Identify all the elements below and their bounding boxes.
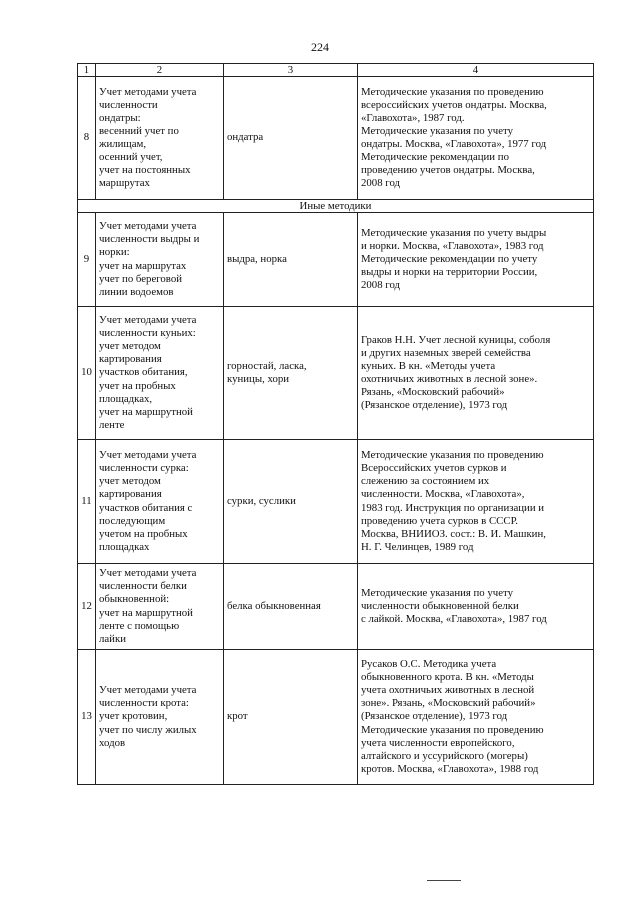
row-number: 13 [78,650,96,785]
cell-line: всероссийских учетов ондатры. Москва, [361,98,547,111]
row-number: 8 [78,77,96,200]
species-cell [224,77,358,200]
cell-line: ленте с помощью [99,619,180,632]
cell-line: Методические рекомендации по учету [361,252,538,265]
table-row [78,77,594,200]
method-cell [96,440,224,564]
species-cell [224,564,358,650]
cell-line: (Рязанское отделение), 1973 год [361,399,508,412]
row-number: 11 [78,440,96,564]
cell-line: куницы, хори [227,373,290,385]
cell-line: учета численности европейского, [361,736,515,749]
cell-line: учет на пробных [99,379,176,392]
section-title: Иные методики [78,200,594,213]
cell-line: численности белки [99,580,187,593]
cell-line: учет по числу жилых [99,723,197,736]
cell-line: учет методом [99,475,161,488]
cell-line: Методические рекомендации по [361,151,509,164]
cell-line: участков обитания с [99,501,193,514]
cell-line: ондатры: [99,111,141,124]
cell-line: последующим [99,514,166,527]
cell-line: норки: [99,246,130,259]
cell-line: ходов [99,736,126,749]
cell-line: учета охотничьих животных в лесной [361,684,535,697]
cell-line: Учет методами учета [99,567,197,580]
cell-line: Н. Г. Челинцев, 1989 год [361,540,474,553]
method-cell [96,564,224,650]
cell-line: учет на маршрутной [99,405,193,418]
cell-line: Методические указания по проведению [361,723,544,736]
cell-line: и норки. Москва, «Главохота», 1983 год [361,239,544,252]
cell-line: линии водоемов [99,285,174,298]
docs-cell [358,440,594,564]
cell-line: картирования [99,488,162,501]
cell-line: (Рязанское отделение), 1973 год [361,710,508,723]
cell-line: слежению за состоянием их [361,475,490,488]
cell-line: Методические указания по учету [361,124,514,137]
cell-line: численности выдры и [99,233,200,246]
cell-line: Учет методами учета [99,220,197,233]
cell-line: сурки, суслики [227,494,296,507]
cell-line: зоне». Рязань, «Московский рабочий» [361,697,536,710]
cell-line: осенний учет, [99,151,163,164]
row-number: 9 [78,213,96,307]
cell-line: белка обыкновенная [227,599,321,612]
cell-line: выдра, норка [227,252,287,265]
cell-line: 2008 год [361,279,401,292]
docs-cell [358,213,594,307]
cell-line: численности. Москва, «Главохота», [361,488,525,501]
cell-line: куньих. В кн. «Методы учета [361,359,496,372]
cell-line: Методические указания по проведению [361,449,544,462]
section-row [78,200,594,213]
method-cell [96,77,224,200]
docs-cell [358,650,594,785]
cell-line: учет методом [99,340,161,353]
cell-line: ондатра [227,131,264,144]
method-cell [96,213,224,307]
header-cell: 2 [96,64,224,77]
method-cell [96,650,224,785]
docs-cell [358,564,594,650]
methods-table [77,63,594,785]
cell-line: Всероссийских учетов сурков и [361,462,507,475]
docs-cell [358,77,594,200]
cell-line: алтайского и уссурийского (могеры) [361,749,528,762]
cell-line: ленте [99,418,125,431]
cell-line: обыкновенной: [99,593,170,606]
cell-line: Учет методами учета [99,449,197,462]
header-cell: 3 [224,64,358,77]
cell-line: Учет методами учета [99,314,197,327]
cell-line: участков обитания, [99,366,188,379]
cell-line: выдры и норки на территории России, [361,266,538,279]
cell-line: 2008 год [361,177,401,190]
cell-line: жилищам, [99,138,147,150]
cell-line: с лайкой. Москва, «Главохота», 1987 год [361,613,547,626]
cell-line: учет на маршрутах [99,259,187,272]
cell-line: Москва, ВНИИОЗ. сост.: В. И. Машкин, [361,527,546,540]
table-row [78,564,594,650]
cell-line: учет на маршрутной [99,606,193,619]
cell-line: Учет методами учета [99,85,197,98]
cell-line: учет по береговой [99,272,183,285]
table-row [78,650,594,785]
cell-line: Рязань, «Московский рабочий» [361,386,505,399]
cell-line: учет кротовин, [99,710,168,723]
cell-line: Методические указания по учету выдры [361,226,547,239]
cell-line: Методические указания по учету [361,586,514,599]
cell-line: численности [99,98,158,111]
header-cell: 1 [78,64,96,77]
cell-line: учет на постоянных [99,164,191,177]
cell-line: Граков Н.Н. Учет лесной куницы, соболя [361,333,551,346]
cell-line: 1983 год. Инструкция по организации и [361,501,545,514]
method-cell [96,307,224,440]
cell-line: картирования [99,353,162,366]
table-row [78,440,594,564]
species-cell [224,307,358,440]
cell-line: учетом на пробных [99,527,188,540]
docs-cell [358,307,594,440]
cell-line: площадках [99,540,150,553]
cell-line: площадках, [99,392,153,405]
cell-line: «Главохота», 1987 год. [361,111,465,124]
species-cell [224,440,358,564]
cell-line: проведению учета сурков в СССР. [361,514,518,527]
cell-line: кротов. Москва, «Главохота», 1988 год [361,762,539,775]
cell-line: крот [227,710,248,723]
table-row [78,307,594,440]
species-cell [224,650,358,785]
header-cell: 4 [358,64,594,77]
cell-line: весенний учет по [99,124,179,137]
page-number: 224 [311,40,329,54]
cell-line: проведению учетов ондатры. Москва, [361,164,535,177]
cell-line: численности обыкновенной белки [361,599,519,612]
cell-line: Русаков О.С. Методика учета [361,658,497,671]
row-number: 12 [78,564,96,650]
cell-line: лайки [99,632,126,645]
cell-line: обыкновенного крота. В кн. «Методы [361,671,534,684]
header-row [78,64,594,77]
cell-line: численности крота: [99,697,189,710]
cell-line: маршрутах [99,177,150,190]
cell-line: горностай, ласка, [227,359,307,372]
table-row [78,213,594,307]
cell-line: численности куньих: [99,327,196,340]
cell-line: численности сурка: [99,462,189,475]
cell-line: и других наземных зверей семейства [361,346,531,359]
cell-line: ондатры. Москва, «Главохота», 1977 год [361,138,547,150]
footer-line [427,880,461,881]
row-number: 10 [78,307,96,440]
species-cell [224,213,358,307]
cell-line: охотничьих животных в лесной зоне». [361,373,538,385]
cell-line: Учет методами учета [99,684,197,697]
cell-line: Методические указания по проведению [361,85,544,98]
